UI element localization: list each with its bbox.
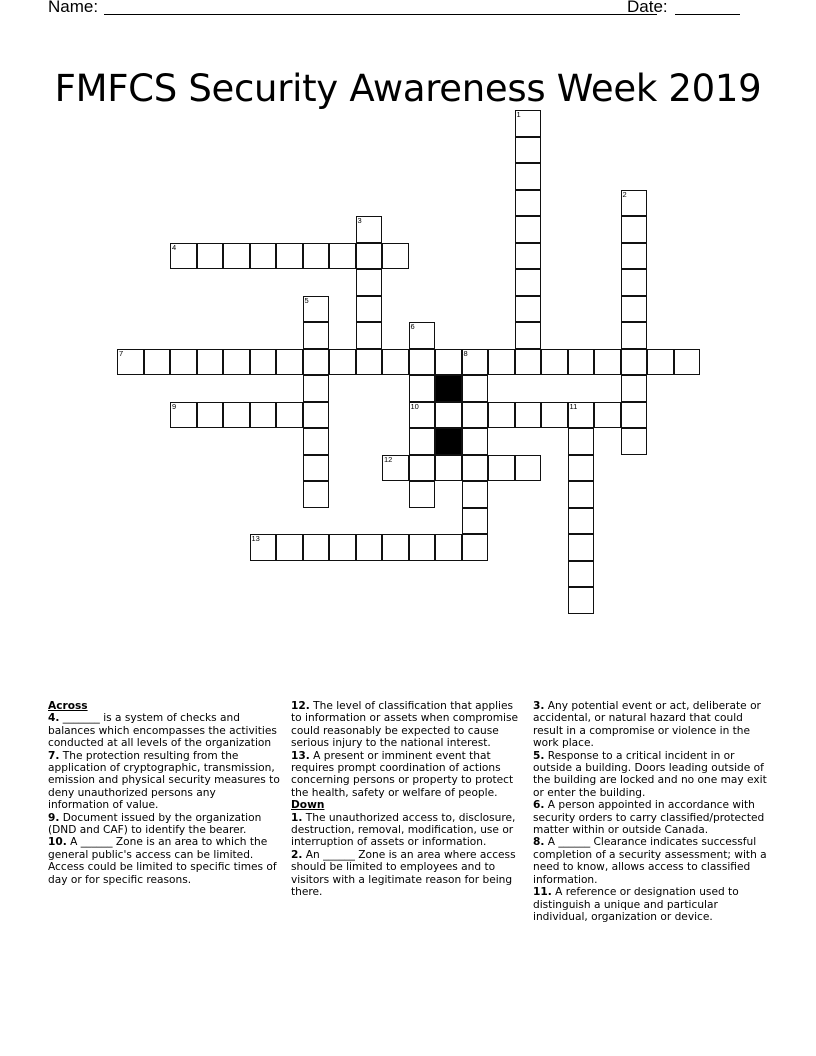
clue-text: A ______ Clearance indicates successful completion of a security assessment; with a need to know, allows access to classified information. [533,836,767,886]
grid-cell[interactable] [515,137,542,164]
grid-cell[interactable] [409,375,436,402]
date-label: Date: [627,0,668,16]
grid-cell[interactable] [276,534,303,561]
clue-across-12 [291,700,525,750]
clue-number: 5. [533,749,545,762]
grid-cell[interactable] [435,534,462,561]
grid-cell[interactable] [621,269,648,296]
grid-cell[interactable] [621,296,648,323]
grid-cell[interactable] [382,349,409,376]
grid-cell[interactable] [329,349,356,376]
grid-cell[interactable] [170,349,197,376]
grid-cell[interactable] [462,455,489,482]
clue-down-1 [291,812,525,849]
clue-number-label: 6 [410,322,415,331]
grid-cell[interactable] [356,243,383,270]
grid-cell[interactable] [462,349,489,376]
grid-cell[interactable] [621,349,648,376]
clue-across-7 [48,750,280,812]
clue-text: Response to a critical incident in or outside a building. Doors leading outside of the building are locked and no one may exit or enter the building. [533,749,767,799]
clue-number: 3. [533,700,545,712]
grid-cell[interactable] [568,561,595,588]
clue-number-label: 7 [119,348,124,358]
name-label: Name: [48,0,99,16]
grid-cell[interactable] [515,349,542,376]
clue-number: 2. [291,848,303,861]
clue-down-2 [291,849,525,899]
grid-cell[interactable] [303,296,330,323]
grid-cell[interactable] [276,243,303,270]
page-title: FMFCS Security Awareness Week 2019 [54,66,762,110]
grid-cell[interactable] [409,534,436,561]
grid-cell[interactable] [462,481,489,508]
grid-cell[interactable] [356,349,383,376]
grid-cell[interactable] [515,269,542,296]
grid-cell[interactable] [250,402,277,429]
clue-number-label: 2 [622,189,627,199]
grid-cell[interactable] [674,349,701,376]
grid-cell[interactable] [276,402,303,429]
grid-cell[interactable] [382,455,409,482]
grid-cell[interactable] [197,349,224,376]
grid-cell[interactable] [303,534,330,561]
clue-number-label: 3 [357,216,362,225]
clue-number: 11. [533,886,552,899]
grid-cell[interactable] [170,402,197,429]
grid-cell[interactable] [223,243,250,270]
clue-across-13 [291,750,525,800]
grid-cell[interactable] [541,402,568,429]
grid-cell[interactable] [462,508,489,535]
clue-number-label: 1 [516,110,521,119]
clue-number: 4. [48,712,60,725]
clue-number-label: 10 [410,401,419,411]
grid-cell[interactable] [303,349,330,376]
grid-cell[interactable] [515,455,542,482]
grid-cell[interactable] [223,402,250,429]
clue-down-8 [533,836,769,886]
grid-cell[interactable] [303,375,330,402]
grid-cell[interactable] [515,110,542,137]
clue-text: Document issued by the organization (DND and CAF) to identify the bearer. [48,811,262,837]
grid-cell[interactable] [515,296,542,323]
grid-cell[interactable] [303,481,330,508]
black-square [435,428,462,455]
grid-cell[interactable] [515,163,542,190]
across-heading: Across [48,700,88,712]
grid-cell[interactable] [409,428,436,455]
grid-cell[interactable] [568,481,595,508]
clue-text: Any potential event or act, deliberate or accidental, or natural hazard that could result in a compromise or violence in the work place. [533,700,761,750]
grid-cell[interactable] [515,243,542,270]
clue-text: A reference or designation used to distinguish a unique and particular individual, organization or device. [533,886,739,923]
clue-text: The unauthorized access to, disclosure, destruction, removal, modification, use or interruption of assets or information. [291,811,516,849]
grid-cell[interactable] [621,402,648,429]
clue-number-label: 13 [251,534,260,543]
clue-text: A present or imminent event that requires prompt coordination of actions concerning persons or property to protect the health, safety or welfare of people. [291,749,514,799]
grid-cell[interactable] [170,243,197,270]
clue-down-6 [533,799,769,836]
clue-number-label: 12 [384,454,393,464]
grid-cell[interactable] [621,216,648,243]
grid-cell[interactable] [250,534,277,561]
clue-number: 12. [291,700,310,712]
clue-text: _______ is a system of checks and balances which encompasses the activities conducted at all levels of the organization [48,712,277,750]
grid-cell[interactable] [303,402,330,429]
grid-cell[interactable] [621,322,648,349]
grid-cell[interactable] [409,349,436,376]
grid-cell[interactable] [621,375,648,402]
clues-column-1 [48,700,280,886]
clue-number-label: 8 [463,348,468,358]
grid-cell[interactable] [568,402,595,429]
grid-cell[interactable] [515,216,542,243]
grid-cell[interactable] [568,508,595,535]
grid-cell[interactable] [515,190,542,217]
grid-cell[interactable] [382,243,409,270]
down-heading: Down [291,799,325,812]
grid-cell[interactable] [647,349,674,376]
grid-cell[interactable] [382,534,409,561]
grid-cell[interactable] [462,402,489,429]
clue-number: 13. [291,749,310,762]
grid-cell[interactable] [303,322,330,349]
grid-cell[interactable] [435,402,462,429]
grid-cell[interactable] [144,349,171,376]
grid-cell[interactable] [568,534,595,561]
clue-down-11 [533,886,769,923]
grid-cell[interactable] [117,349,144,376]
grid-cell[interactable] [329,243,356,270]
clue-text: The protection resulting from the application of cryptographic, transmission, emission and physical security measures to deny unauthorized persons any information of value. [48,749,280,812]
grid-cell[interactable] [568,455,595,482]
grid-cell[interactable] [356,534,383,561]
clue-text: A ______ Zone is an area to which the general public's access can be limited. Access could be limited to specific times of day or for specific reasons. [48,836,277,886]
grid-cell[interactable] [488,349,515,376]
clue-number: 6. [533,799,545,812]
grid-cell[interactable] [197,402,224,429]
grid-cell[interactable] [594,349,621,376]
grid-cell[interactable] [409,402,436,429]
grid-cell[interactable] [435,349,462,376]
grid-cell[interactable] [329,534,356,561]
clue-number: 7. [48,749,60,762]
grid-cell[interactable] [303,243,330,270]
clue-number: 9. [48,811,60,824]
clue-down-3 [533,700,769,750]
grid-cell[interactable] [197,243,224,270]
clue-down-5 [533,750,769,800]
grid-cell[interactable] [488,402,515,429]
grid-cell[interactable] [594,402,621,429]
grid-cell[interactable] [462,428,489,455]
clue-across-10 [48,836,280,886]
grid-cell[interactable] [488,455,515,482]
grid-cell[interactable] [356,296,383,323]
clues-column-2 [291,700,525,899]
clue-number-label: 9 [172,401,177,411]
grid-cell[interactable] [356,322,383,349]
grid-cell[interactable] [568,587,595,614]
grid-cell[interactable] [621,190,648,217]
grid-cell[interactable] [250,243,277,270]
clue-number-label: 4 [172,242,177,252]
black-square [435,375,462,402]
clue-across-9 [48,812,280,837]
grid-cell[interactable] [223,349,250,376]
grid-cell[interactable] [250,349,277,376]
clue-number: 10. [48,836,67,849]
clue-text: A person appointed in accordance with security orders to carry classified/protected matter within or outside Canada. [533,799,765,837]
grid-cell[interactable] [303,428,330,455]
clue-number: 8. [533,836,545,849]
grid-cell[interactable] [409,481,436,508]
grid-cell[interactable] [356,269,383,296]
grid-cell[interactable] [462,534,489,561]
grid-cell[interactable] [409,455,436,482]
clue-number-label: 5 [304,295,309,305]
grid-cell[interactable] [435,455,462,482]
grid-cell[interactable] [568,349,595,376]
grid-cell[interactable] [515,322,542,349]
clue-number-label: 11 [569,401,578,411]
grid-cell[interactable] [303,455,330,482]
clues-column-3 [533,700,769,923]
clue-across-4 [48,712,280,749]
grid-cell[interactable] [276,349,303,376]
clue-number: 1. [291,811,303,824]
grid-cell[interactable] [515,402,542,429]
grid-cell[interactable] [409,322,436,349]
grid-cell[interactable] [568,428,595,455]
grid-cell[interactable] [462,375,489,402]
grid-cell[interactable] [356,216,383,243]
clue-text: The level of classification that applies to information or assets when compromise could reasonably be expected to cause serious injury to the national interest. [291,700,519,750]
grid-cell[interactable] [621,428,648,455]
clue-text: An ______ Zone is an area where access should be limited to employees and to visitors with a legitimate reason for being there. [291,848,516,899]
grid-cell[interactable] [541,349,568,376]
grid-cell[interactable] [621,243,648,270]
